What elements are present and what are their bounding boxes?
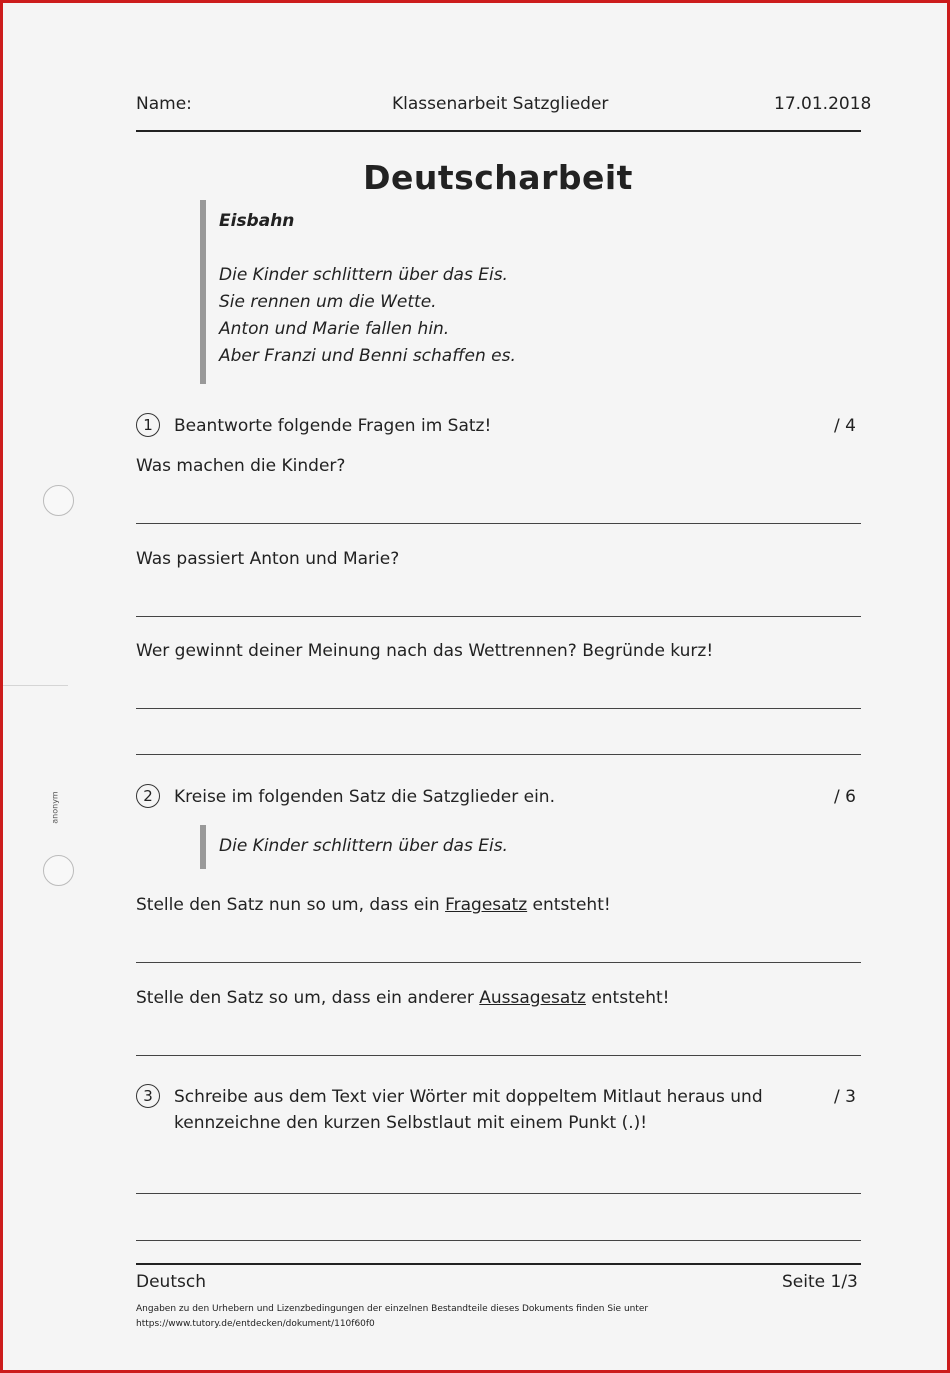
footer-credits bbox=[136, 1302, 648, 1332]
task-3-instruction-line-2: kennzeichne den kurzen Selbstlaut mit einem Punkt (.)! bbox=[174, 1113, 648, 1133]
poem-quote-bar bbox=[200, 200, 206, 384]
task-1-question-2: Was passiert Anton und Marie? bbox=[136, 549, 400, 569]
footer-page-number: Seite 1/3 bbox=[782, 1272, 858, 1292]
task-1-instruction: Beantworte folgende Fragen im Satz! bbox=[174, 416, 492, 436]
answer-line[interactable] bbox=[136, 708, 861, 709]
answer-line[interactable] bbox=[136, 1193, 861, 1194]
task-1-question-1: Was machen die Kinder? bbox=[136, 456, 346, 476]
task-1-points: / 4 bbox=[834, 416, 856, 436]
answer-line[interactable] bbox=[136, 962, 861, 963]
poem-title: Eisbahn bbox=[219, 211, 295, 231]
page-title: Deutscharbeit bbox=[363, 158, 633, 197]
question-text: Stelle den Satz nun so um, dass ein bbox=[136, 895, 440, 915]
footer-subject: Deutsch bbox=[136, 1272, 206, 1292]
punch-hole-top bbox=[43, 485, 74, 516]
task-2-sentence: Die Kinder schlittern über das Eis. bbox=[219, 836, 508, 856]
underlined-term: Aussagesatz bbox=[479, 988, 586, 1008]
punch-hole-bottom bbox=[43, 855, 74, 886]
credits-link[interactable]: https://www.tutory.de/entdecken/dokument/110f60f0 bbox=[136, 1319, 375, 1329]
poem-line: Anton und Marie fallen hin. bbox=[219, 319, 450, 339]
task-2-number: 2 bbox=[136, 784, 160, 808]
answer-line[interactable] bbox=[136, 616, 861, 617]
task-1-question-3: Wer gewinnt deiner Meinung nach das Wettrennen? Begründe kurz! bbox=[136, 641, 714, 661]
task-3-points: / 3 bbox=[834, 1087, 856, 1107]
answer-line[interactable] bbox=[136, 1055, 861, 1056]
task-3-number: 3 bbox=[136, 1084, 160, 1108]
answer-line[interactable] bbox=[136, 1240, 861, 1241]
anonym-label: anonym bbox=[50, 791, 60, 824]
fold-mark bbox=[3, 685, 68, 686]
sentence-quote-bar bbox=[200, 825, 206, 869]
task-3-instruction-line-1: Schreibe aus dem Text vier Wörter mit doppeltem Mitlaut heraus und bbox=[174, 1087, 763, 1107]
header-rule bbox=[136, 130, 861, 132]
task-2-points: / 6 bbox=[834, 787, 856, 807]
name-label: Name: bbox=[136, 94, 192, 114]
task-2-question-1 bbox=[136, 897, 611, 914]
task-2-instruction: Kreise im folgenden Satz die Satzglieder ein. bbox=[174, 787, 555, 807]
answer-line[interactable] bbox=[136, 754, 861, 755]
poem-line: Die Kinder schlittern über das Eis. bbox=[219, 265, 508, 285]
exam-title: Klassenarbeit Satzglieder bbox=[392, 94, 609, 114]
underlined-term: Fragesatz bbox=[445, 895, 528, 915]
poem-line: Sie rennen um die Wette. bbox=[219, 292, 437, 312]
exam-date: 17.01.2018 bbox=[774, 94, 872, 114]
question-text: Stelle den Satz so um, dass ein anderer bbox=[136, 988, 474, 1008]
question-text: entsteht! bbox=[532, 895, 611, 915]
poem-line: Aber Franzi und Benni schaffen es. bbox=[219, 346, 516, 366]
task-1-number: 1 bbox=[136, 413, 160, 437]
credits-text: Angaben zu den Urhebern und Lizenzbedingungen der einzelnen Bestandteile dieses Dokuments finden Sie unter bbox=[136, 1304, 649, 1314]
question-text: entsteht! bbox=[591, 988, 670, 1008]
poem-body bbox=[219, 262, 516, 370]
task-2-question-2 bbox=[136, 990, 669, 1007]
footer-rule bbox=[136, 1263, 861, 1265]
answer-line[interactable] bbox=[136, 523, 861, 524]
